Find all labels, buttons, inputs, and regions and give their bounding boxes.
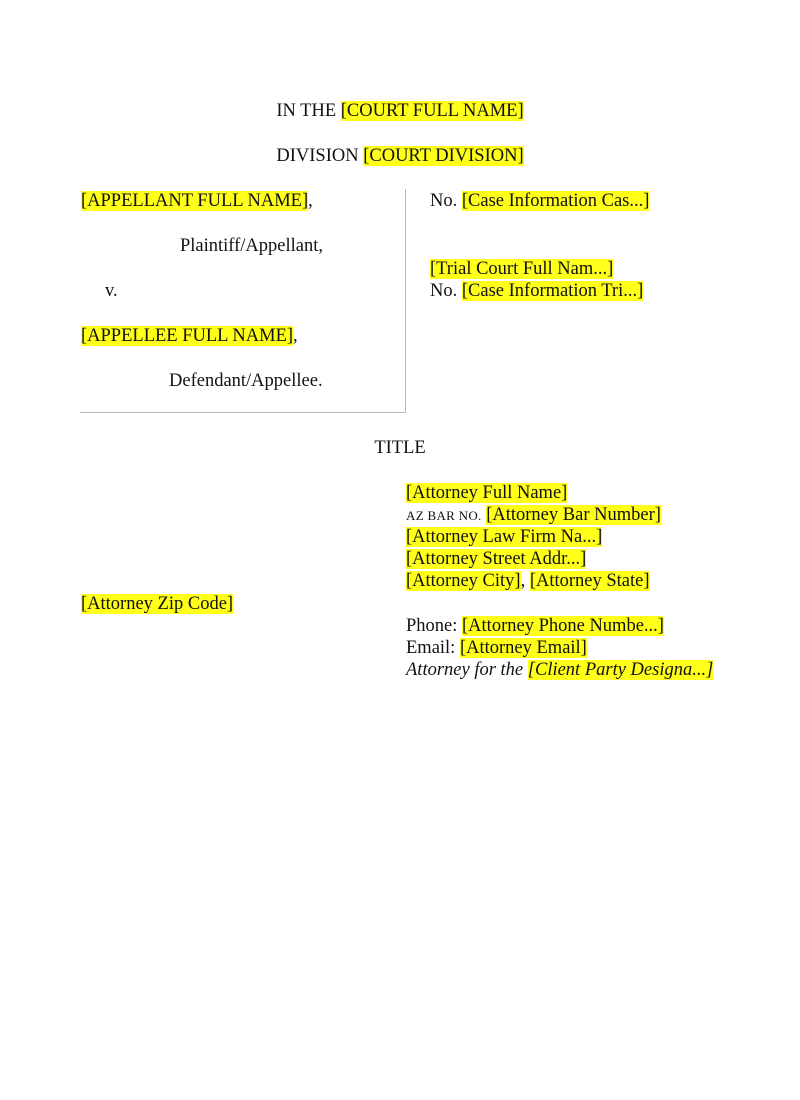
bar-number-label: AZ BAR NO.	[406, 508, 482, 523]
appellee-name-field[interactable]: [APPELLEE FULL NAME]	[81, 326, 294, 346]
attorney-bar-number-field[interactable]: [Attorney Bar Number]	[486, 505, 661, 525]
court-name-field[interactable]: [COURT FULL NAME]	[340, 101, 524, 121]
attorney-firm-line	[406, 526, 602, 548]
attorney-email-field[interactable]: [Attorney Email]	[459, 638, 587, 658]
document-title: TITLE	[374, 438, 426, 458]
attorney-bar-line	[406, 504, 661, 527]
attorney-street-field[interactable]: [Attorney Street Addr...]	[406, 549, 587, 569]
caption-vertical-rule	[405, 189, 406, 412]
appellee-role: Defendant/Appellee.	[169, 371, 323, 391]
attorney-street-line	[406, 548, 586, 570]
case-number-line	[430, 190, 649, 212]
caption-horizontal-rule	[80, 412, 406, 413]
court-heading	[0, 100, 800, 122]
versus-label: v.	[105, 281, 118, 301]
case-number-label: No.	[430, 191, 458, 211]
city-state-separator: ,	[520, 571, 526, 591]
client-party-field[interactable]: [Client Party Designa...]	[527, 660, 714, 680]
attorney-zip-field[interactable]: [Attorney Zip Code]	[81, 594, 234, 614]
court-division-field[interactable]: [COURT DIVISION]	[363, 146, 524, 166]
phone-label: Phone:	[406, 616, 458, 636]
attorney-city-state-line	[406, 570, 650, 592]
attorney-state-field[interactable]: [Attorney State]	[529, 571, 650, 591]
trial-case-number-field[interactable]: [Case Information Tri...]	[461, 281, 644, 301]
trial-case-number-label: No.	[430, 281, 458, 301]
case-number-field[interactable]: [Case Information Cas...]	[461, 191, 650, 211]
attorney-for-line	[406, 659, 713, 681]
appellant-role: Plaintiff/Appellant,	[180, 236, 324, 256]
division-heading-prefix: DIVISION	[276, 146, 359, 166]
attorney-email-line	[406, 637, 587, 659]
attorney-phone-field[interactable]: [Attorney Phone Numbe...]	[462, 616, 664, 636]
attorney-zip-line	[81, 593, 233, 615]
trial-case-number-line	[430, 280, 643, 302]
appellant-line	[81, 190, 313, 212]
attorney-for-label: Attorney for the	[406, 660, 524, 680]
appellee-comma: ,	[293, 326, 298, 346]
attorney-law-firm-field[interactable]: [Attorney Law Firm Na...]	[406, 527, 603, 547]
court-heading-prefix: IN THE	[276, 101, 337, 121]
appellant-name-field[interactable]: [APPELLANT FULL NAME]	[81, 191, 309, 211]
attorney-name-field[interactable]: [Attorney Full Name]	[406, 483, 568, 503]
division-heading	[0, 145, 800, 167]
trial-court-line	[430, 258, 613, 280]
attorney-phone-line	[406, 615, 664, 637]
appellee-line	[81, 325, 298, 347]
email-label: Email:	[406, 638, 456, 658]
attorney-city-field[interactable]: [Attorney City]	[406, 571, 521, 591]
trial-court-name-field[interactable]: [Trial Court Full Nam...]	[430, 259, 614, 279]
appellant-comma: ,	[308, 191, 313, 211]
attorney-name-line	[406, 482, 567, 504]
